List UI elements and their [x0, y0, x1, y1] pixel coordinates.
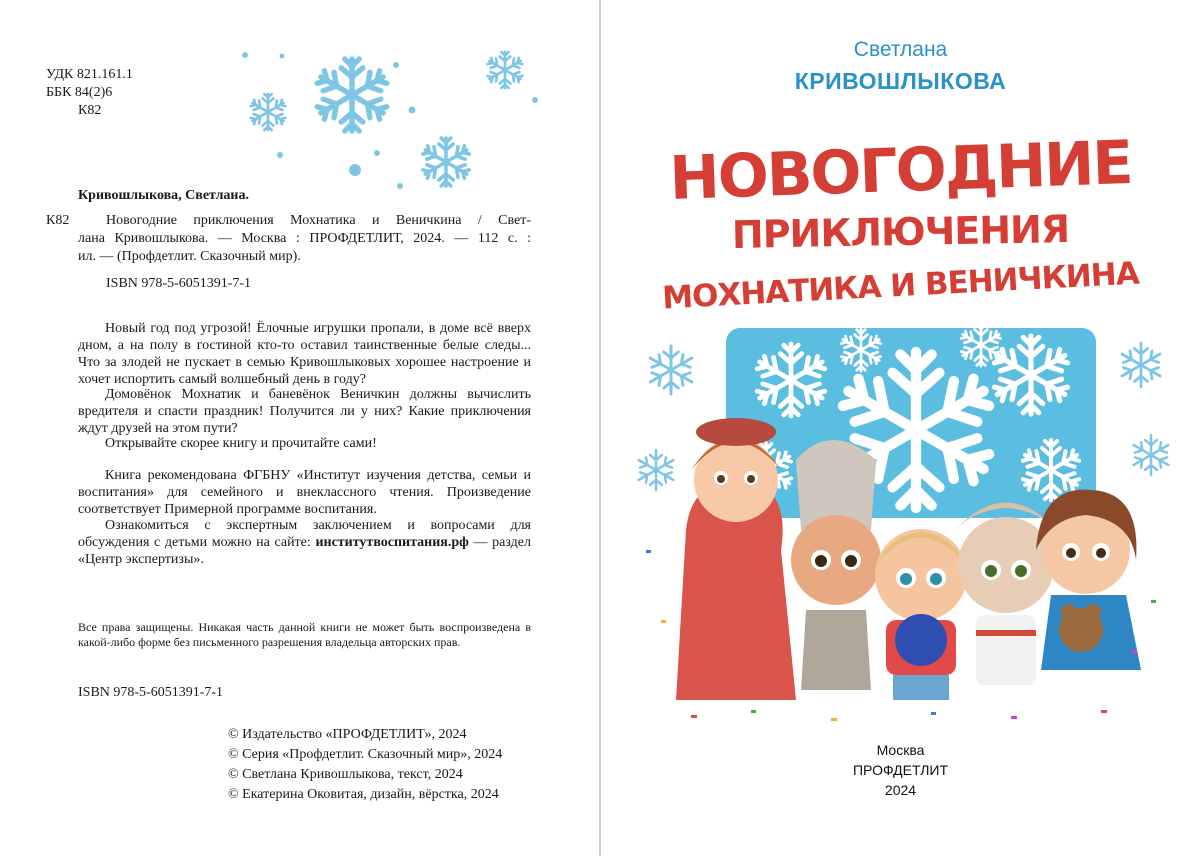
- author-last-name: КРИВОШЛЫКОВА: [794, 68, 1007, 94]
- snowflake-icon: [422, 138, 471, 186]
- author-heading: Кривошлыкова, Светлана.: [78, 188, 250, 203]
- snowflake-icon: [487, 52, 524, 88]
- author-mark-side: К82: [46, 213, 70, 228]
- book-title-line-3: МОХНАТИКА И ВЕНИЧКИНА: [661, 255, 1140, 317]
- snowflakes-decoration: [240, 40, 540, 190]
- book-title-line-2: ПРИКЛЮЧЕНИЯ: [731, 207, 1070, 257]
- cover-illustration: [631, 320, 1191, 730]
- bibliographic-line-1: Новогодние приключения Мохнатика и Веничкина / Свет-: [106, 213, 531, 228]
- isbn-bottom: ISBN 978-5-6051391-7-1: [78, 685, 224, 700]
- recommendation-paragraph: Книга рекомендована ФГБНУ «Институт изучения детства, семьи и воспитания» для семейного и внеклассного чтения. Произведение соответствует Примерной программе воспитания.: [78, 468, 531, 517]
- annotation-paragraph-2: Домовёнок Мохнатик и баневёнок Веничкин должны вычислить вредителя и спасти праздник! Получится ли у них? Какие приключения ждут друзей на этом пути?: [78, 387, 531, 436]
- title-page: [601, 0, 1200, 856]
- isbn-top: ISBN 978-5-6051391-7-1: [106, 276, 252, 291]
- author-first-name: Светлана: [853, 38, 948, 61]
- copyright-line: © Издательство «ПРОФДЕТЛИТ», 2024: [228, 727, 467, 742]
- book-title-line-1: НОВОГОДНИЕ: [668, 127, 1133, 215]
- publisher-name: ПРОФДЕТЛИТ: [852, 762, 949, 778]
- expertise-text-end: — раздел «Центр экспертизы».: [78, 535, 531, 567]
- copyright-line: © Серия «Профдетлит. Сказочный мир», 2024: [228, 747, 503, 762]
- udk-code: УДК 821.161.1: [46, 67, 133, 82]
- annotation-paragraph-1: Новый год под угрозой! Ёлочные игрушки пропали, в доме всё вверх дном, а на полу в гостиной кто-то оставил таинственные белые следы... Что за злодей не пускает в семью Кривошлыковых хорошее настроение и хочет испортить самый волшебный день в году?: [78, 321, 531, 387]
- expertise-text: Ознакомиться с экспертным заключением и вопросами для обсуждения с детьми можно на сайте:: [78, 518, 531, 550]
- annotation-paragraph-3: Открывайте скорее книгу и прочитайте сами!: [105, 436, 377, 451]
- copyright-line: © Светлана Кривошлыкова, текст, 2024: [228, 767, 463, 782]
- website-link[interactable]: институтвоспитания.рф: [315, 535, 469, 550]
- publication-year: 2024: [884, 782, 917, 798]
- publication-city: Москва: [876, 742, 925, 758]
- author-mark-top: К82: [78, 103, 102, 118]
- rights-notice: Все права защищены. Никакая часть данной книги не может быть воспроизведена в какой-либо форме без письменного разрешения владельца авторских прав.: [78, 620, 531, 649]
- bibliographic-line-3: ил. — (Профдетлит. Сказочный мир).: [78, 249, 301, 264]
- snowflake-icon: [315, 59, 388, 131]
- copyright-line: © Екатерина Оковитая, дизайн, вёрстка, 2024: [228, 787, 499, 802]
- snowflake-icon: [250, 94, 287, 130]
- bbk-code: ББК 84(2)6: [46, 85, 113, 100]
- bibliographic-line-2: лана Кривошлыкова. — Москва : ПРОФДЕТЛИТ, 2024. — 112 с. :: [78, 231, 531, 246]
- expertise-paragraph: [78, 517, 531, 568]
